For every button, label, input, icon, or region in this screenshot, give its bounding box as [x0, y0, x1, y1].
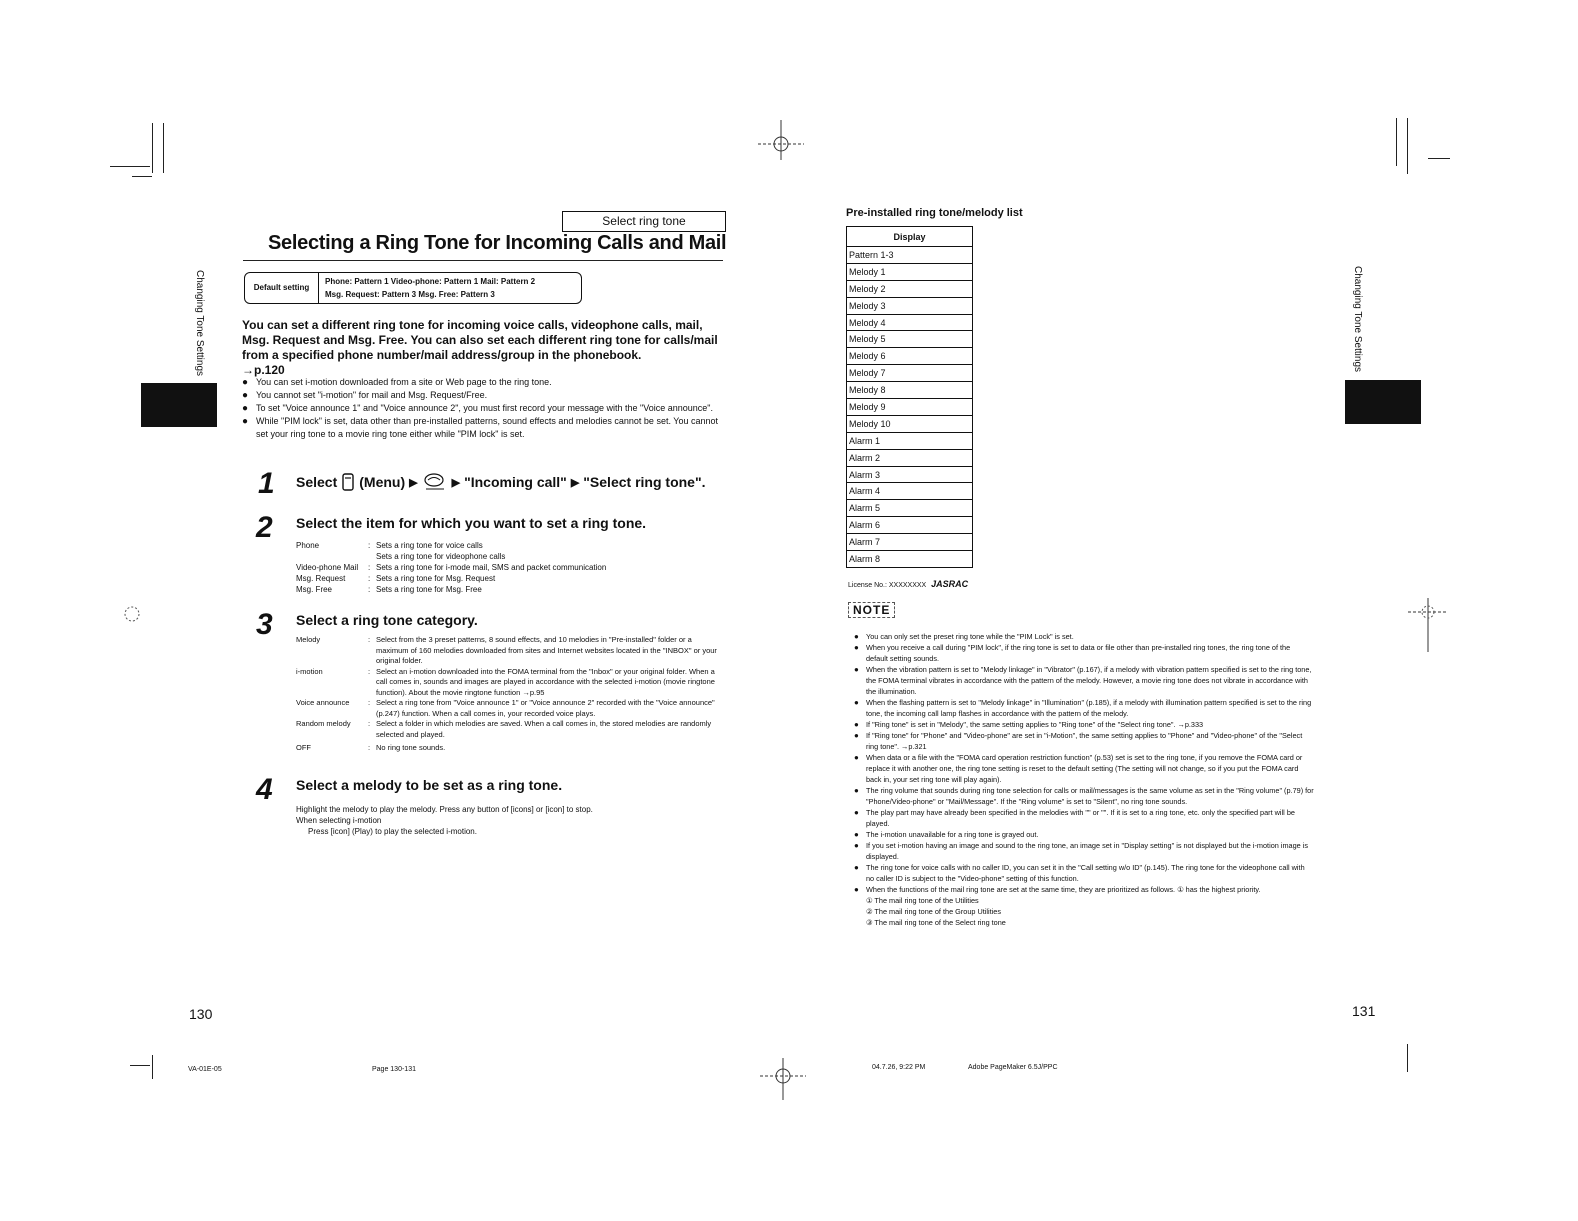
license-number — [848, 579, 968, 589]
crop-mark — [110, 166, 150, 167]
arrow-right-icon: ▶ — [570, 476, 580, 489]
step-3-items — [296, 635, 720, 754]
jasrac-logo: JASRAC — [931, 579, 969, 589]
note-item: ● When the vibration pattern is set to "Melody linkage" in "Vibrator" (p.167), if a melody with vibration pattern specified is set to the ring tone, the FOMA terminal vibrates in accordance with the pattern of the melody. However, a movie ring tone does not vibrate in accordance with the illumination. — [854, 664, 1314, 697]
table-row — [847, 483, 973, 500]
table-row — [847, 449, 973, 466]
step-number: 1 — [258, 467, 275, 500]
step-4-text: Select a melody to be set as a ring tone. — [296, 777, 563, 793]
table-row — [847, 534, 973, 551]
intro-paragraph — [242, 318, 722, 378]
chapter-tab-right — [1345, 380, 1421, 424]
page-number-left: 130 — [189, 1006, 213, 1022]
step-2-row: Msg. Free : Sets a ring tone for Msg. Free — [296, 585, 482, 594]
footer-pages: Page 130-131 — [372, 1066, 416, 1073]
table-cell: Alarm 1 — [847, 432, 973, 449]
table-row — [847, 415, 973, 432]
table-cell: Melody 5 — [847, 331, 973, 348]
table-cell: Melody 10 — [847, 415, 973, 432]
step-3-text: Select a ring tone category. — [296, 612, 478, 628]
crop-mark — [130, 1065, 150, 1066]
intro-ref: →p.120 — [242, 363, 285, 377]
bullet-item: ● While "PIM lock" is set, data other than pre-installed patterns, sound effects and melodies cannot be set. You cannot set your ring tone to a movie ring tone either while "PIM lock" is set. — [242, 415, 722, 441]
table-row — [847, 263, 973, 280]
table-cell: Melody 6 — [847, 348, 973, 365]
table-row — [847, 331, 973, 348]
table-cell: Melody 2 — [847, 280, 973, 297]
table-row — [847, 297, 973, 314]
priority-item: ③ The mail ring tone of the Select ring tone — [866, 918, 1006, 927]
arrow-right-icon: ▶ — [409, 476, 418, 489]
step-number: 2 — [256, 511, 273, 544]
step-2-row: Sets a ring tone for videophone calls — [376, 552, 506, 561]
menu-key-icon — [341, 473, 355, 491]
registration-mark — [1408, 598, 1448, 652]
registration-mark — [116, 600, 148, 630]
step-3-row: OFF : No ring tone sounds. — [296, 743, 446, 752]
table-row — [847, 466, 973, 483]
chapter-side-label: Changing Tone Settings — [194, 270, 205, 377]
note-item: ● When you receive a call during "PIM lock", if the ring tone is set to data or file other than pre-installed ring tones, the ring tone of the default setting sounds. — [854, 642, 1314, 664]
table-cell: Alarm 8 — [847, 551, 973, 568]
chapter-side-label-right: Changing Tone Settings — [1352, 266, 1363, 373]
settings-menu-icon — [422, 472, 448, 492]
priority-item: ① The mail ring tone of the Utilities — [866, 896, 979, 905]
step-4-line2: When selecting i-motion — [296, 816, 382, 825]
table-row — [847, 314, 973, 331]
crop-mark — [1407, 118, 1408, 174]
note-item: ● The play part may have already been specified in the melodies with "" or "". If it is set to a ring tone, etc. only the specified part will be played. — [854, 807, 1314, 829]
step-2-row: Phone : Sets a ring tone for voice calls — [296, 541, 483, 550]
footer-code: VA-01E-05 — [188, 1066, 222, 1073]
step-number: 3 — [256, 608, 273, 641]
registration-mark — [760, 1058, 806, 1100]
crop-mark — [132, 176, 152, 177]
section-tag: Select ring tone — [562, 211, 726, 232]
crop-mark — [152, 1055, 153, 1079]
table-row — [847, 382, 973, 399]
table-cell: Melody 7 — [847, 365, 973, 382]
table-row — [847, 348, 973, 365]
bullet-item: ● To set "Voice announce 1" and "Voice announce 2", you must first record your message with the "Voice announce". — [242, 402, 722, 415]
table-cell: Alarm 2 — [847, 449, 973, 466]
step-2-row: Video-phone Mail : Sets a ring tone for i-mode mail, SMS and packet communication — [296, 563, 607, 572]
table-cell: Melody 4 — [847, 314, 973, 331]
note-item: ● The ring tone for voice calls with no caller ID, you can set it in the "Call setting w/o ID" (p.145). The ring tone for the videophone call with no caller ID is subject to the "Video-phone" setting of this function. — [854, 862, 1314, 884]
license-text: License No.: XXXXXXXX — [848, 582, 927, 589]
page-number-right: 131 — [1352, 1003, 1376, 1019]
table-cell: Alarm 3 — [847, 466, 973, 483]
note-item: ● You can only set the preset ring tone while the "PIM Lock" is set. — [854, 631, 1314, 642]
crop-mark — [1407, 1044, 1408, 1072]
title-rule — [243, 260, 723, 261]
table-cell: Melody 9 — [847, 399, 973, 416]
table-row — [847, 247, 973, 264]
priority-item: ② The mail ring tone of the Group Utilities — [866, 907, 1001, 916]
step-1-text — [296, 472, 705, 492]
intro-text: You can set a different ring tone for incoming voice calls, videophone calls, mail, Msg. Request and Msg. Free. You can also set each different ring tone for calls/mail from a specified phone number/mail address/group in the phonebook. — [242, 318, 718, 362]
default-setting-box — [244, 272, 582, 304]
step-4-line1: Highlight the melody to play the melody. Press any button of [icons] or [icon] to stop. — [296, 805, 593, 814]
table-cell: Alarm 7 — [847, 534, 973, 551]
table-cell: Alarm 5 — [847, 500, 973, 517]
step-1-select-ring: "Select ring tone". — [583, 474, 706, 490]
step-4-details — [296, 804, 716, 837]
note-item: ● The i-motion unavailable for a ring tone is grayed out. — [854, 829, 1314, 840]
note-item: ● When data or a file with the "FOMA card operation restriction function" (p.53) set is set to the ring tone, if you remove the FOMA card or replace it with another one, the ring tone setting is reset to the default setting (The setting will not change, so if you put the FOMA card back in, your set ring tone will play again). — [854, 752, 1314, 785]
crop-mark — [1428, 158, 1450, 159]
table-row — [847, 432, 973, 449]
step-3-row: i-motion : Select an i-motion downloaded into the FOMA terminal from the "Inbox" or your original folder. When a call comes in, sounds and images are played in accordance with the selected i-motion (movie ringtone function). About the movie ringtone function →p.95 — [296, 666, 715, 697]
step-3-row: Melody : Select from the 3 preset patterns, 8 sound effects, and 10 melodies in "Pre-installed" folder or a maximum of 160 melodies downloaded from sites and Internet websites located in the "INBOX" or your original folder. — [296, 635, 717, 665]
notes-list — [854, 631, 1314, 928]
arrow-right-icon: ▶ — [451, 476, 461, 489]
table-header: Display — [847, 227, 973, 247]
table-row — [847, 365, 973, 382]
step-1-menu: (Menu) — [359, 474, 406, 490]
default-setting-line1: Phone: Pattern 1 Video-phone: Pattern 1 Mail: Pattern 2 — [325, 277, 536, 286]
table-cell: Alarm 4 — [847, 483, 973, 500]
table-row — [847, 500, 973, 517]
step-3-row: Random melody : Select a folder in which melodies are saved. When a call comes in, the stored melodies are randomly selected and played. — [296, 719, 712, 739]
step-number: 4 — [256, 773, 273, 806]
table-cell: Pattern 1-3 — [847, 247, 973, 264]
note-item: ● When the flashing pattern is set to "Melody linkage" in "Illumination" (p.185), if a melody with illumination pattern specified is set to the ring tone, the incoming call lamp flashes in accordance with the pattern of the melody. — [854, 697, 1314, 719]
crop-mark — [152, 123, 153, 173]
ringtone-table — [846, 226, 973, 568]
default-setting-label: Default setting — [245, 273, 319, 303]
page-title: Selecting a Ring Tone for Incoming Calls and Mail — [268, 232, 727, 254]
table-cell: Melody 1 — [847, 263, 973, 280]
chapter-tab — [141, 383, 217, 427]
step-2-items — [296, 540, 716, 595]
step-1-incoming: "Incoming call" — [464, 474, 567, 490]
ringtone-list-title: Pre-installed ring tone/melody list — [846, 207, 1023, 219]
note-item: ● If "Ring tone" is set in "Melody", the same setting applies to "Ring tone" of the "Select ring tone". →p.333 — [854, 719, 1314, 730]
default-setting-line2: Msg. Request: Pattern 3 Msg. Free: Pattern 3 — [325, 290, 495, 299]
footer-date: 04.7.26, 9:22 PM — [872, 1064, 926, 1071]
table-row — [847, 517, 973, 534]
step-2-row: Msg. Request : Sets a ring tone for Msg. Request — [296, 574, 496, 583]
bullet-item: ● You can set i-motion downloaded from a site or Web page to the ring tone. — [242, 376, 722, 389]
crop-mark — [1396, 118, 1397, 166]
table-cell: Alarm 6 — [847, 517, 973, 534]
note-heading: NOTE — [848, 602, 895, 618]
crop-mark — [163, 123, 164, 173]
step-1-select: Select — [296, 474, 338, 490]
intro-bullets — [242, 376, 722, 441]
footer-app: Adobe PageMaker 6.5J/PPC — [968, 1064, 1058, 1071]
note-item: ● If "Ring tone" for "Phone" and "Video-phone" are set in "i-Motion", the same setting applies to "Phone" and "Video-phone" of the "Select ring tone". →p.321 — [854, 730, 1314, 752]
step-3-row: Voice announce : Select a ring tone from "Voice announce 1" or "Voice announce 2" recorded with the "Voice announce" (p.247) function. When a call comes in, your recorded voice plays. — [296, 698, 715, 718]
step-2-text: Select the item for which you want to set a ring tone. — [296, 515, 647, 531]
note-item: ● When the functions of the mail ring tone are set at the same time, they are prioritized as follows. ① has the highest priority. — [854, 884, 1314, 895]
table-row — [847, 280, 973, 297]
table-cell: Melody 3 — [847, 297, 973, 314]
note-item: ● If you set i-motion having an image and sound to the ring tone, an image set in "Display setting" is not displayed but the i-motion image is displayed. — [854, 840, 1314, 862]
bullet-item: ● You cannot set "i-motion" for mail and Msg. Request/Free. — [242, 389, 722, 402]
registration-mark — [758, 120, 804, 160]
table-cell: Melody 8 — [847, 382, 973, 399]
step-4-line3: Press [icon] (Play) to play the selected i-motion. — [308, 827, 477, 836]
table-row — [847, 399, 973, 416]
note-item: ● The ring volume that sounds during ring tone selection for calls or mail/messages is the same volume as set in the "Ring volume" (p.79) for "Phone/Video-phone" or "Mail/Message". If the "Ring volume" is set to "Silent", no ring tone sounds. — [854, 785, 1314, 807]
table-row — [847, 551, 973, 568]
